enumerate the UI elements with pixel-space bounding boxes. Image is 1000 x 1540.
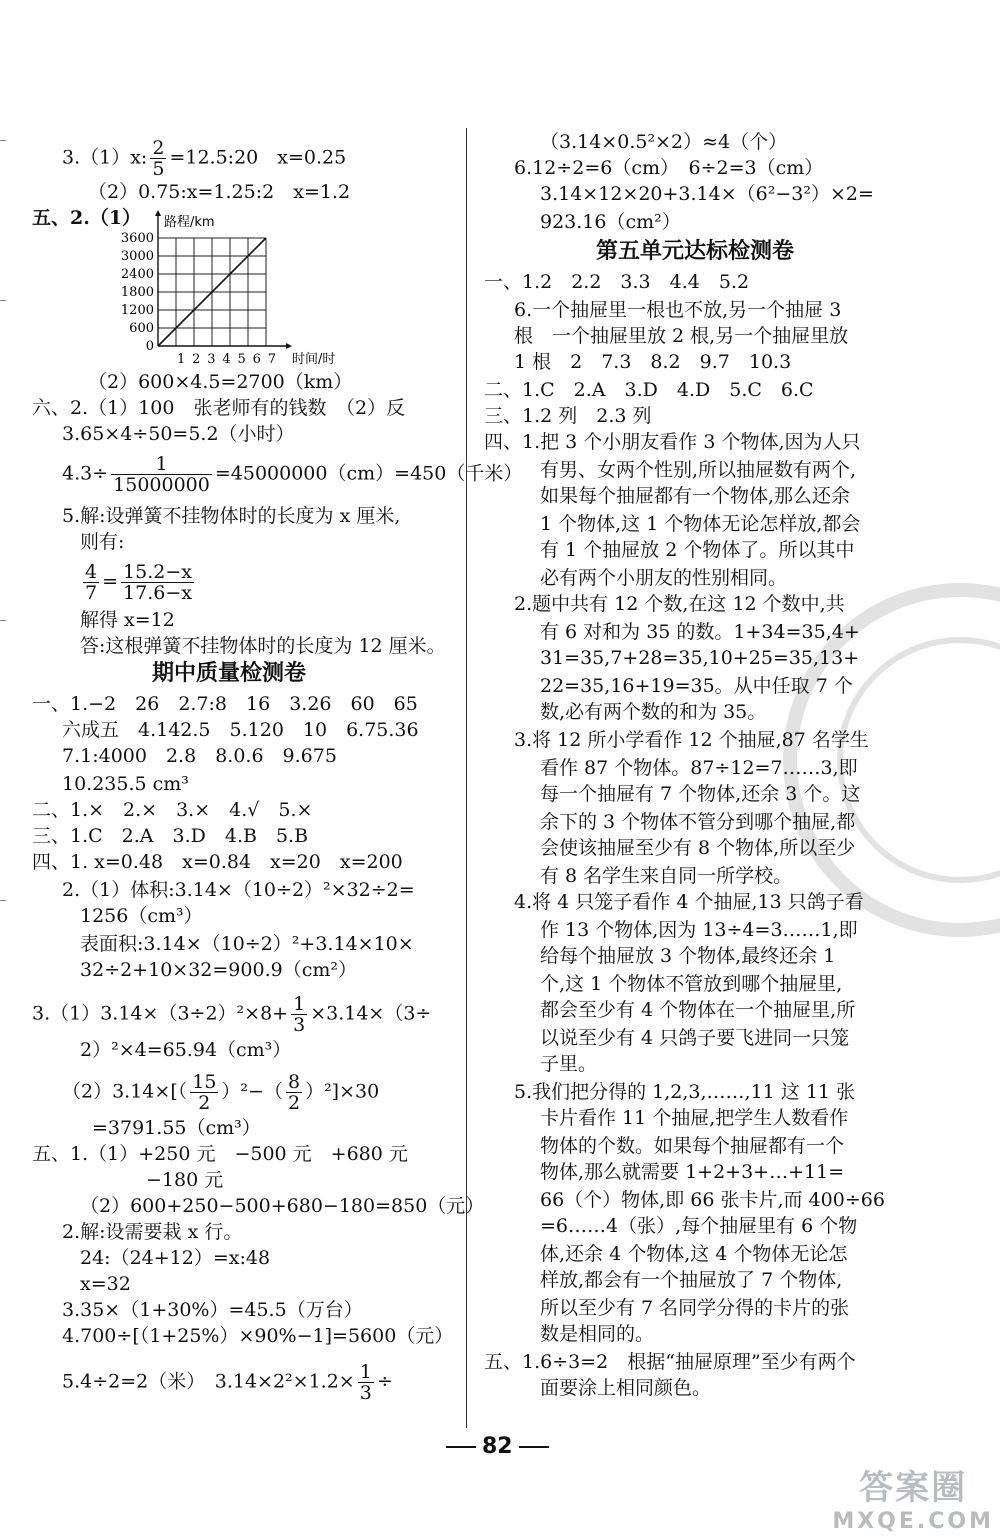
fraction: $\frac{1}{15000000}$ (113, 453, 210, 496)
fraction: $\frac{15.2-x}{17.6-x}$ (123, 561, 192, 604)
answer-line: 10.235.5 cm³ (62, 773, 189, 795)
answer-line: 余下的 3 个物体不管分到哪个抽屉,都 (540, 811, 856, 833)
margin-mark (0, 140, 6, 141)
answer-line: 3.将 12 所小学看作 12 个抽屉,87 名学生 (514, 729, 869, 751)
answer-line: 4.700÷[（1+25%）×90%−1]=5600（元） (62, 1325, 454, 1347)
answer-line: =6……4（张）,每个抽屉里有 6 个物 (540, 1215, 858, 1237)
answer-line: 2.题中共有 12 个数,在这 12 个数中,共 (514, 593, 845, 615)
answer-line: 6.一个抽屉里一根也不放,另一个抽屉 3 (514, 299, 842, 321)
answer-line: （2）600+250−500+680−180=850（元） (80, 1195, 485, 1217)
answer-line: （2）3.14×[（ $\frac{15}{2}$ ）²−（ $\frac{8}{2}$ ）²]×30 (62, 1071, 380, 1114)
answer-line: （2）0.75:x=1.25:2 x=1.2 (88, 181, 351, 203)
answer-line: 5.我们把分得的 1,2,3,……,11 这 11 张 (514, 1081, 856, 1103)
answer-line: 以说至少有 4 只鸽子要飞进同一只笼 (540, 1027, 850, 1049)
margin-mark (0, 620, 6, 621)
answer-line: （3.14×0.5²×2）≈4（个） (540, 131, 788, 153)
answer-line: −180 元 (146, 1169, 224, 1191)
answer-line: 2）²×4=65.94（cm³） (80, 1039, 292, 1061)
answer-line: 22=35,16+19=35。从中任取 7 个 (540, 675, 853, 697)
answer-line: 看作 87 个物体。87÷12=7……3,即 (540, 757, 858, 779)
fraction: $\frac{4}{7}$ (85, 561, 98, 604)
answer-line: 答:这根弹簧不挂物体时的长度为 12 厘米。 (80, 635, 446, 657)
x-axis-arrow (286, 343, 292, 349)
answer-line: 作 13 个物体,因为 13÷4=3……1,即 (540, 919, 858, 941)
answer-line: 样放,都会有一个抽屉放了 7 个物体, (540, 1269, 843, 1291)
fraction: $\frac{2}{5}$ (152, 137, 165, 180)
answer-line: 三、1.C 2.A 3.D 4.B 5.B (32, 825, 309, 847)
answer-line: 六成五 4.142.5 5.120 10 6.75.36 (62, 719, 419, 741)
answer-line: 31=35,7+28=35,10+25=35,13+ (540, 647, 860, 669)
answer-line: 1 根 2 7.3 8.2 9.7 10.3 (514, 351, 792, 373)
section-heading: 第五单元达标检测卷 (596, 239, 795, 264)
answer-line: 表面积:3.14×（10÷2）²+3.14×10× (80, 933, 414, 955)
watermark-url: MXQE.COM (832, 1509, 994, 1534)
answer-line: 会使该抽屉至少有 8 个物体,所以至少 (540, 837, 856, 859)
margin-mark (0, 300, 6, 301)
fraction: $\frac{8}{2}$ (287, 1071, 301, 1114)
answer-line: 必有两个小朋友的性别相同。 (540, 567, 788, 589)
y-tick-label: 0 (145, 339, 154, 354)
answer-line: 如果每个抽屉都有一个物体,那么还余 (540, 485, 851, 507)
answer-line: 6.12÷2=6（cm） 6÷2=3（cm） (514, 157, 824, 179)
answer-line: 24:（24+12）=x:48 (80, 1247, 271, 1269)
answer-line: 物体的个数。如果每个抽屉都有一个 (540, 1135, 845, 1157)
answer-line: 都会至少有 4 个物体在一个抽屉里,所 (540, 999, 856, 1021)
answer-line: 2.解:设需要栽 x 行。 (62, 1221, 243, 1243)
answer-line: 有男、女两个性别,所以抽屉数有两个, (540, 459, 857, 481)
answer-line: 1 个物体,这 1 个物体无论怎样放,都会 (540, 513, 861, 535)
fraction: $\frac{1}{3}$ (359, 1361, 372, 1404)
answer-line: 六、2.（1）100 张老师有的钱数 （2）反 (32, 397, 406, 419)
answer-line: 每一个抽屉有 7 个物体,还余 3 个。这 (540, 783, 861, 805)
answer-line: 子里。 (540, 1053, 598, 1075)
section-heading: 期中质量检测卷 (152, 661, 307, 686)
answer-line: 则有: (80, 531, 125, 553)
answer-line: 一、1.−2 26 2.7:8 16 3.26 60 65 (32, 693, 418, 715)
answer-line: 给每个抽屉放 3 个物体,最终还余 1 (540, 945, 836, 967)
answer-line: 面要涂上相同颜色。 (540, 1377, 712, 1399)
answer-line: 数是相同的。 (540, 1323, 655, 1345)
section-label: 五、2.（1） (32, 207, 142, 229)
x-tick-label: 2 (192, 352, 201, 367)
y-tick-label: 2400 (120, 267, 154, 282)
answer-line: 有 1 个抽屉放 2 个物体了。所以其中 (540, 539, 855, 561)
answer-line: $\frac{4}{7}$ = $\frac{15.2-x}{17.6-x}$ (85, 561, 192, 604)
answer-line: 物体,那么就需要 1+2+3+…+11= (540, 1161, 845, 1183)
answer-line: x=32 (80, 1273, 131, 1295)
site-watermark-logo (832, 1460, 994, 1534)
answer-line: 4.将 4 只笼子看作 4 个抽屉,13 只鸽子看 (514, 891, 864, 913)
answer-line: 体,还余 4 个物体,这 4 个物体无论怎 (540, 1243, 848, 1265)
answer-line: 3.（1）3.14×（3÷2）²×8+ $\frac{1}{3}$ ×3.14×（3÷ (32, 993, 432, 1036)
answer-line: 个,这 1 个物体不管放到哪个抽屉里, (540, 973, 843, 995)
answer-line: 66（个）物体,即 66 张卡片,而 400÷66 (540, 1189, 885, 1211)
answer-line: 一、1.2 2.2 3.3 4.4 5.2 (484, 271, 750, 293)
answer-line: 所以至少有 7 名同学分得的卡片的张 (540, 1297, 850, 1319)
y-tick-label: 1200 (120, 303, 154, 318)
answer-line: 32÷2+10×32=900.9（cm²） (80, 959, 357, 981)
answer-line: 五、1.6÷3=2 根据“抽屉原理”至少有两个 (484, 1351, 856, 1373)
x-tick-label: 4 (222, 352, 231, 367)
answer-line: 5.解:设弹簧不挂物体时的长度为 x 厘米, (62, 505, 401, 527)
column-divider (466, 128, 467, 1428)
answer-line: 数,必有两个数的和为 35。 (540, 701, 767, 723)
answer-line: 有 8 名学生来自同一所学校。 (540, 865, 793, 887)
answer-line: 二、1.C 2.A 3.D 4.D 5.C 6.C (484, 379, 814, 401)
fraction: $\frac{15}{2}$ (192, 1071, 217, 1114)
x-tick-label: 7 (267, 352, 276, 367)
answer-line: 二、1.× 2.× 3.× 4.√ 5.× (32, 799, 313, 821)
y-tick-label: 3600 (120, 231, 154, 246)
y-axis-label: 路程/km (164, 215, 215, 230)
answer-line: 四、1. x=0.48 x=0.84 x=20 x=200 (32, 851, 403, 873)
y-axis-arrow (155, 210, 161, 216)
distance-time-chart (110, 200, 360, 372)
answer-line: 五、1.（1）+250 元 −500 元 +680 元 (32, 1143, 408, 1165)
chart-svg (110, 200, 360, 372)
x-tick-label: 3 (207, 352, 216, 367)
answer-line: 3.14×12×20+3.14×（6²−3²）×2= (540, 183, 874, 205)
answer-line: 根 一个抽屉里放 2 根,另一个抽屉里放 (514, 325, 849, 347)
answer-line: =3791.55（cm³） (92, 1117, 261, 1139)
answer-line: 3.35×（1+30%）=45.5（万台） (62, 1299, 363, 1321)
x-tick-label: 1 (176, 352, 186, 367)
x-axis-label: 时间/时 (292, 352, 336, 367)
y-tick-label: 3000 (120, 249, 154, 264)
answer-line: 三、1.2 列 2.3 列 (484, 405, 652, 427)
answer-line: 解得 x=12 (80, 609, 175, 631)
answer-line: 4.3÷ $\frac{1}{15000000}$ =45000000（cm）=450（千米） (62, 453, 523, 496)
y-tick-label: 600 (129, 321, 154, 336)
answer-line: 923.16（cm²） (540, 211, 681, 233)
x-tick-label: 6 (252, 352, 261, 367)
answer-line: 卡片看作 11 个抽屉,把学生人数看作 (540, 1107, 849, 1129)
answer-line: 7.1:4000 2.8 8.0.6 9.675 (62, 745, 337, 767)
answer-line: 5.4÷2=2（米） 3.14×2²×1.2× $\frac{1}{3}$ ÷ (62, 1361, 393, 1404)
answer-line: 2.（1）体积:3.14×（10÷2）²×32÷2= (62, 879, 415, 901)
watermark-text: 答案圈 (859, 1468, 968, 1508)
y-tick-label: 1800 (120, 285, 154, 300)
answer-line: 1256（cm³） (80, 905, 203, 927)
answer-line: 有 6 对和为 35 的数。1+34=35,4+ (540, 621, 860, 643)
answer-line: 四、1.把 3 个小朋友看作 3 个物体,因为人只 (484, 431, 861, 453)
page-number: 82 (440, 1434, 555, 1459)
margin-mark (0, 900, 6, 901)
answer-line: 3.65×4÷50=5.2（小时） (62, 423, 295, 445)
fraction: $\frac{1}{3}$ (293, 993, 306, 1036)
answer-line: （2）600×4.5=2700（km） (88, 371, 353, 393)
answer-line: 3.（1）x: $\frac{2}{5}$ =12.5:20 x=0.25 (62, 137, 347, 180)
x-tick-label: 5 (237, 352, 246, 367)
